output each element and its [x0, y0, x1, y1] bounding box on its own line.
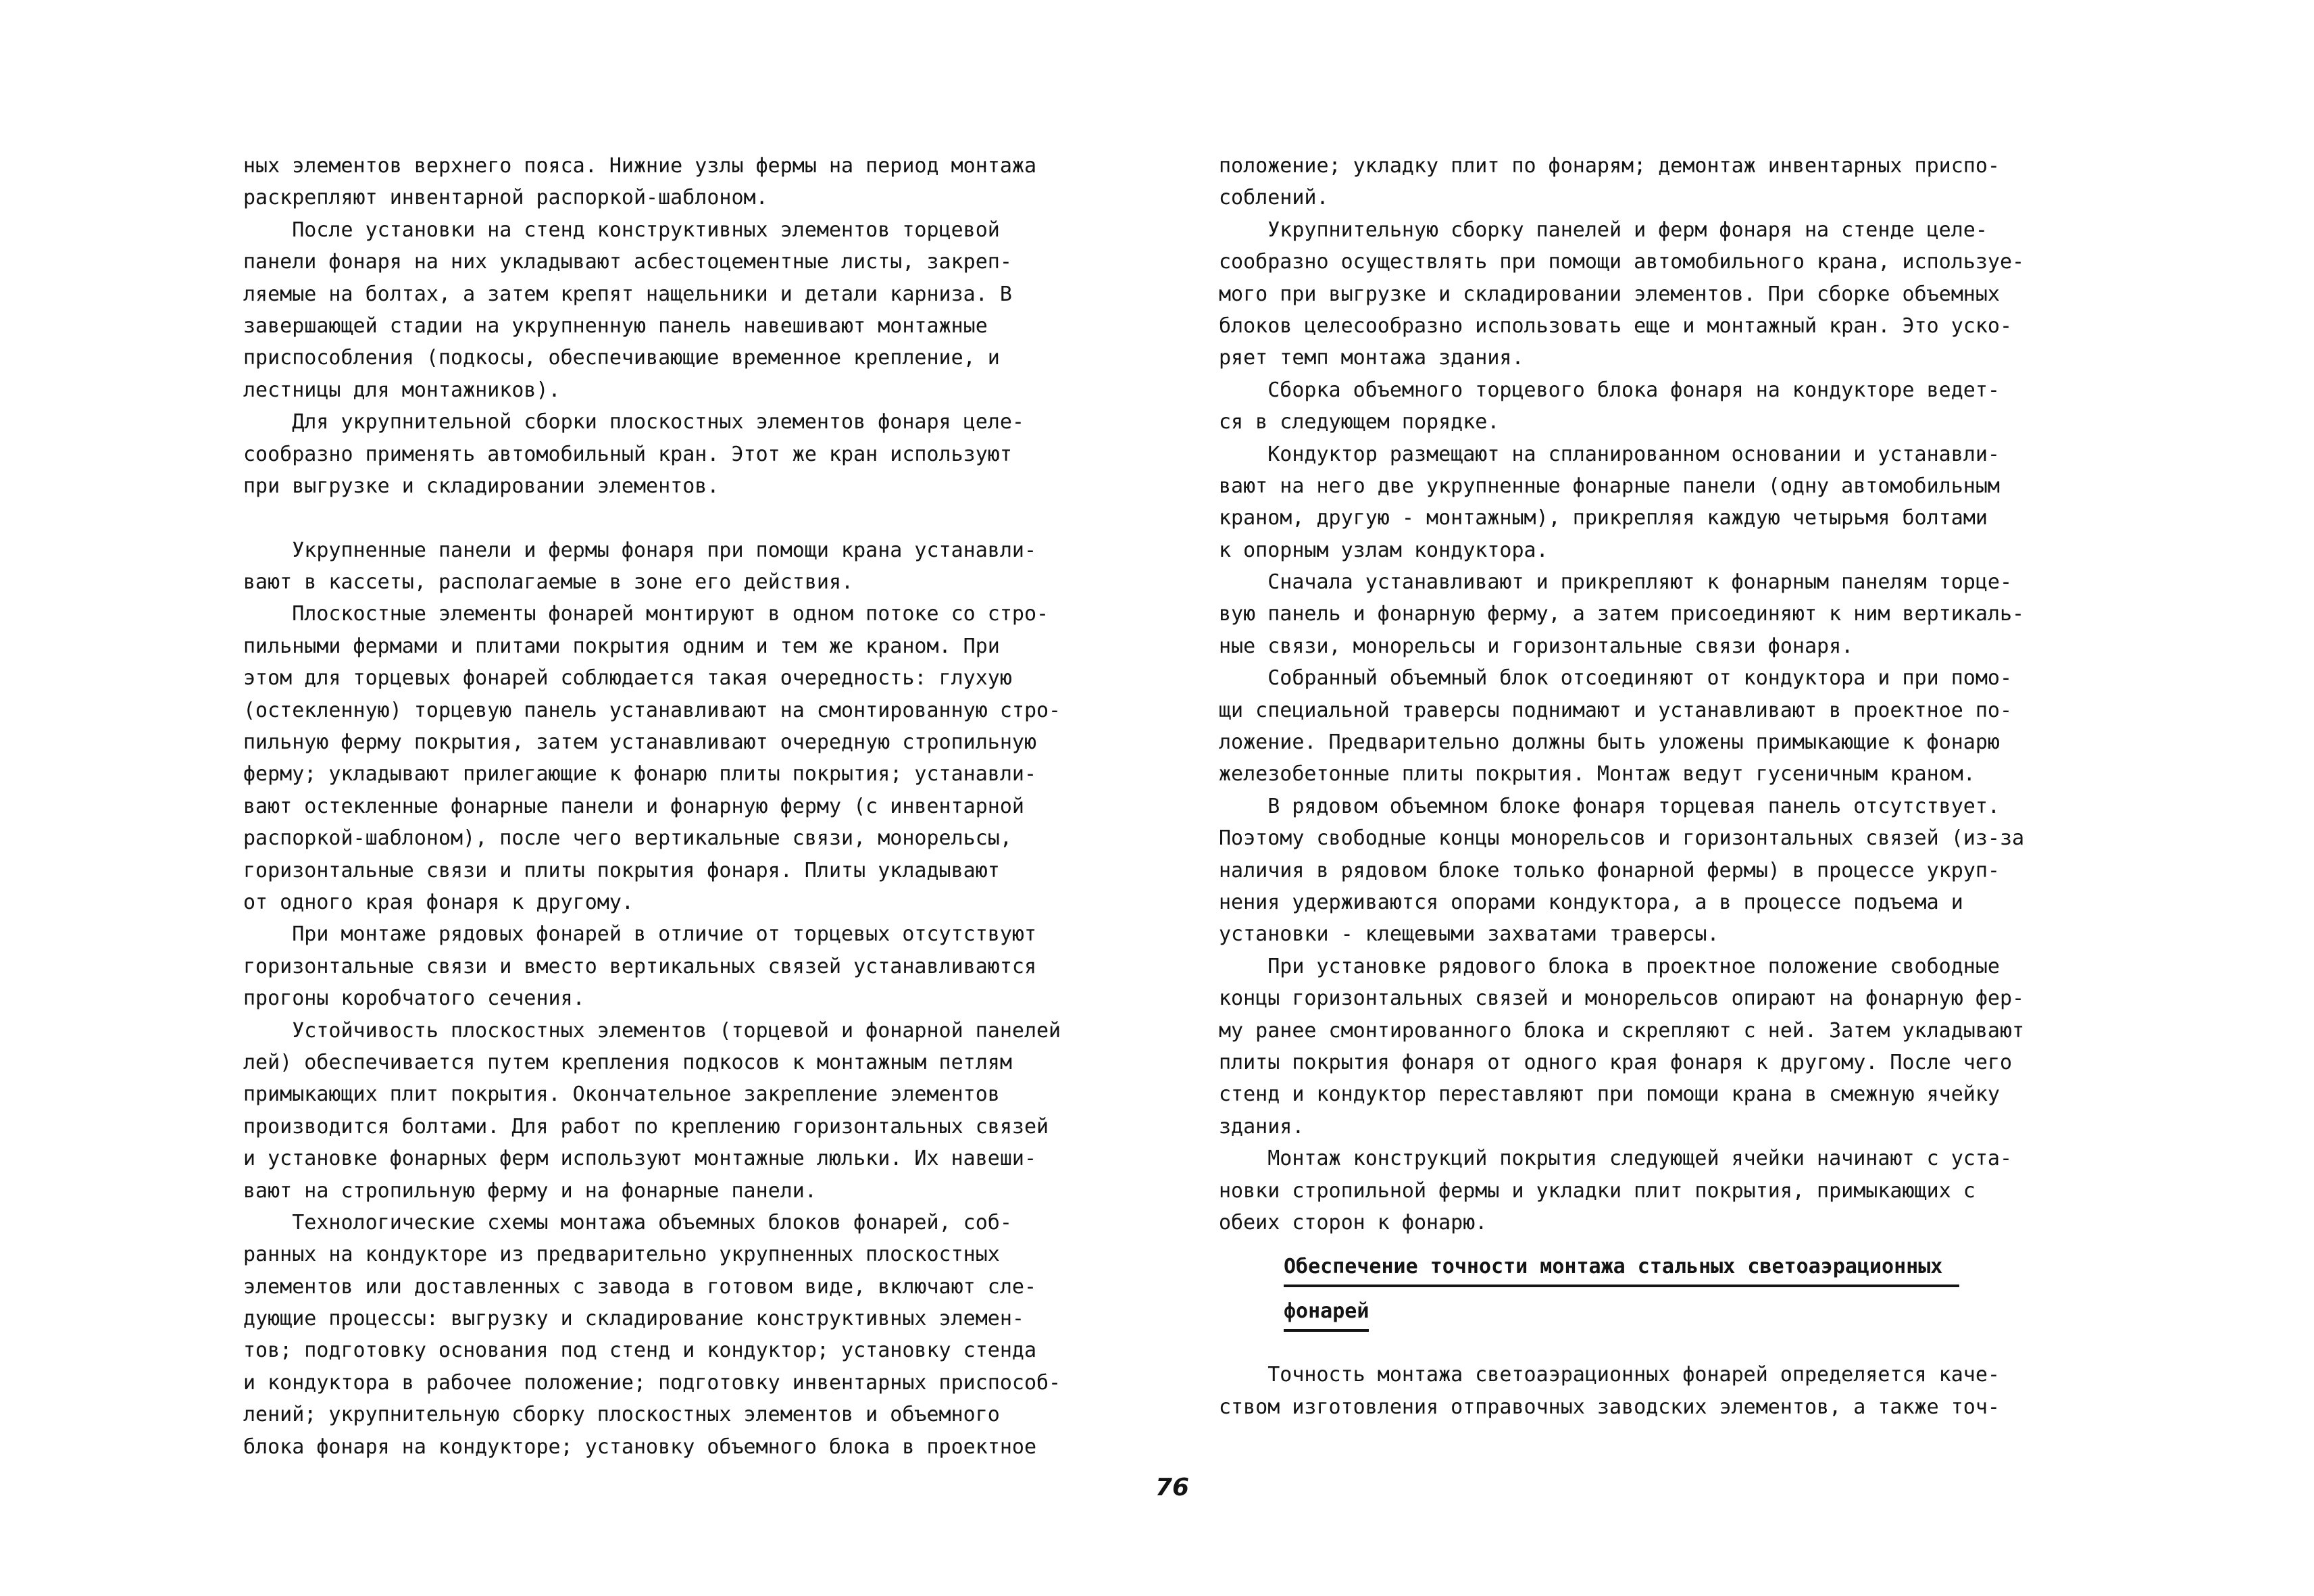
text-line: тов; подготовку основания под стенд и кондуктор; установку стенда — [243, 1339, 1036, 1363]
text-line: и установке фонарных ферм используют монтажные люльки. Их навеши- — [243, 1147, 1036, 1171]
text-line: ложение. Предварительно должны быть уложены примыкающие к фонарю — [1219, 730, 2000, 755]
text-line: примыкающих плит покрытия. Окончательное закрепление элементов — [243, 1082, 1000, 1107]
text-line: производится болтами. Для работ по креплению горизонтальных связей — [243, 1114, 1049, 1139]
text-line: пильную ферму покрытия, затем устанавливают очередную стропильную — [243, 730, 1036, 755]
text-line: панели фонаря на них укладывают асбестоцементные листы, закреп- — [243, 250, 1012, 274]
text-line: (остекленную) торцевую панель устанавливают на смонтированную стро- — [243, 698, 1061, 722]
text-line: и кондуктора в рабочее положение; подготовку инвентарных приспособ- — [243, 1370, 1061, 1395]
text-line: железобетонные плиты покрытия. Монтаж ведут гусеничным краном. — [1219, 762, 1976, 787]
text-line: При установке рядового блока в проектное положение свободные — [1219, 954, 2000, 978]
text-line: завершающей стадии на укрупненную панель навешивают монтажные — [243, 314, 988, 338]
text-line: элементов или доставленных с завода в готовом виде, включают сле- — [243, 1274, 1036, 1299]
text-line: плиты покрытия фонаря от одного края фонаря к другому. После чего — [1219, 1050, 2012, 1074]
text-line: установки - клещевыми захватами траверсы. — [1219, 922, 1719, 947]
text-line: В рядовом объемном блоке фонаря торцевая панель отсутствует. — [1219, 794, 2000, 818]
heading-underline-1 — [1284, 1285, 1959, 1287]
text-line: при выгрузке и складировании элементов. — [243, 474, 720, 498]
text-line: прогоны коробчатого сечения. — [243, 987, 585, 1011]
text-line: краном, другую - монтажным), прикрепляя каждую четырьмя болтами — [1219, 506, 1988, 530]
text-line: сообразно осуществлять при помощи автомобильного крана, используе- — [1219, 250, 2025, 274]
text-line: лестницы для монтажников). — [243, 378, 561, 402]
text-line: ляемые на болтах, а затем крепят нащельники и детали карниза. В — [243, 282, 1012, 306]
text-line: новки стропильной фермы и укладки плит покрытия, примыкающих с — [1219, 1178, 1976, 1203]
text-line: приспособления (подкосы, обеспечивающие временное крепление, и — [243, 346, 1000, 370]
text-line: дующие процессы: выгрузку и складирование конструктивных элемен- — [243, 1307, 1024, 1331]
text-line: сообразно применять автомобильный кран. Этот же кран используют — [243, 442, 1012, 466]
text-line: Укрупнительную сборку панелей и ферм фонаря на стенде целе- — [1219, 218, 1988, 242]
right-body-text — [1219, 150, 2117, 1239]
text-line: Технологические схемы монтажа объемных блоков фонарей, соб- — [243, 1210, 1012, 1235]
right-text-column — [1219, 150, 2117, 1423]
text-line: вую панель и фонарную ферму, а затем присоединяют к ним вертикаль- — [1219, 602, 2025, 626]
text-line: горизонтальные связи и плиты покрытия фонаря. Плиты укладывают — [243, 858, 1000, 882]
left-text-column — [243, 150, 1142, 1463]
text-line: ные связи, монорельсы и горизонтальные связи фонаря. — [1219, 634, 1854, 658]
text-line: вают в кассеты, располагаемые в зоне его действия. — [243, 570, 854, 595]
text-line: После установки на стенд конструктивных элементов торцевой — [243, 218, 1000, 242]
text-line: Устойчивость плоскостных элементов (торцевой и фонарной панелей — [243, 1018, 1061, 1043]
section-heading-line-2: фонарей — [1284, 1299, 1369, 1324]
text-line: ся в следующем порядке. — [1219, 410, 1500, 434]
text-line: Плоскостные элементы фонарей монтируют в одном потоке со стро- — [243, 602, 1049, 626]
text-line: наличия в рядовом блоке только фонарной фермы) в процессе укруп- — [1219, 858, 2000, 882]
text-line: лей) обеспечивается путем крепления подкосов к монтажным петлям — [243, 1050, 1012, 1074]
text-line: му ранее смонтированного блока и скрепляют с ней. Затем укладывают — [1219, 1018, 2025, 1043]
text-line: лений; укрупнительную сборку плоскостных элементов и объемного — [243, 1403, 1000, 1427]
section-heading-line-1: Обеспечение точности монтажа стальных светоаэрационных — [1284, 1255, 1943, 1279]
text-line: этом для торцевых фонарей соблюдается такая очередность: глухую — [243, 666, 1012, 691]
text-line: раскрепляют инвентарной распоркой-шаблоном. — [243, 186, 768, 210]
text-line: ством изготовления отправочных заводских элементов, а также точ- — [1219, 1395, 2000, 1419]
text-line: блока фонаря на кондукторе; установку объемного блока в проектное — [243, 1435, 1036, 1459]
heading-underline-2 — [1284, 1329, 1369, 1332]
text-line: Укрупненные панели и фермы фонаря при помощи крана устанавли- — [243, 538, 1036, 562]
text-line: обеих сторон к фонарю. — [1219, 1210, 1488, 1235]
text-line: Сборка объемного торцевого блока фонаря на кондукторе ведет- — [1219, 378, 2000, 402]
text-line: положение; укладку плит по фонарям; демонтаж инвентарных приспо- — [1219, 154, 2000, 178]
text-line: здания. — [1219, 1114, 1305, 1139]
text-line: ферму; укладывают прилегающие к фонарю плиты покрытия; устанавли- — [243, 762, 1036, 787]
paragraph-gap — [243, 502, 1142, 534]
text-line: Для укрупнительной сборки плоскостных элементов фонаря целе- — [243, 410, 1024, 434]
text-line: Поэтому свободные концы монорельсов и горизонтальных связей (из-за — [1219, 826, 2025, 851]
text-line: Собранный объемный блок отсоединяют от кондуктора и при помо- — [1219, 666, 2012, 691]
text-line: ранных на кондукторе из предварительно укрупненных плоскостных — [243, 1243, 1000, 1267]
text-line: к опорным узлам кондуктора. — [1219, 538, 1549, 562]
text-line: Кондуктор размещают на спланированном основании и устанавли- — [1219, 442, 2000, 466]
page-number: 76 — [1155, 1474, 1190, 1501]
text-line: концы горизонтальных связей и монорельсов опирают на фонарную фер- — [1219, 987, 2025, 1011]
section-heading — [1219, 1249, 1959, 1339]
text-line: Монтаж конструкций покрытия следующей ячейки начинают с уста- — [1219, 1147, 2012, 1171]
text-line: горизонтальные связи и вместо вертикальных связей устанавливаются — [243, 954, 1036, 978]
text-line: от одного края фонаря к другому. — [243, 890, 634, 914]
text-line: распоркой-шаблоном), после чего вертикальные связи, монорельсы, — [243, 826, 1012, 851]
text-line: мого при выгрузке и складировании элементов. При сборке объемных — [1219, 282, 2000, 306]
text-line: блоков целесообразно использовать еще и монтажный кран. Это уско- — [1219, 314, 2012, 338]
right-body-text-after-heading — [1219, 1359, 2117, 1423]
text-line: вают на него две укрупненные фонарные панели (одну автомобильным — [1219, 474, 2000, 498]
text-line: При монтаже рядовых фонарей в отличие от торцевых отсутствуют — [243, 922, 1036, 947]
text-line: соблений. — [1219, 186, 1329, 210]
text-line: пильными фермами и плитами покрытия одним и тем же краном. При — [243, 634, 1000, 658]
text-line: щи специальной траверсы поднимают и устанавливают в проектное по- — [1219, 698, 2012, 722]
text-line: Точность монтажа светоаэрационных фонарей определяется каче- — [1219, 1363, 2000, 1387]
text-line: вают на стропильную ферму и на фонарные панели. — [243, 1178, 817, 1203]
text-line: нения удерживаются опорами кондуктора, а в процессе подъема и — [1219, 890, 1963, 914]
text-line: вают остекленные фонарные панели и фонарную ферму (с инвентарной — [243, 794, 1024, 818]
text-line: Сначала устанавливают и прикрепляют к фонарным панелям торце- — [1219, 570, 2012, 595]
text-line: ряет темп монтажа здания. — [1219, 346, 1524, 370]
text-line: стенд и кондуктор переставляют при помощи крана в смежную ячейку — [1219, 1082, 2000, 1107]
text-line: ных элементов верхнего пояса. Нижние узлы фермы на период монтажа — [243, 154, 1036, 178]
